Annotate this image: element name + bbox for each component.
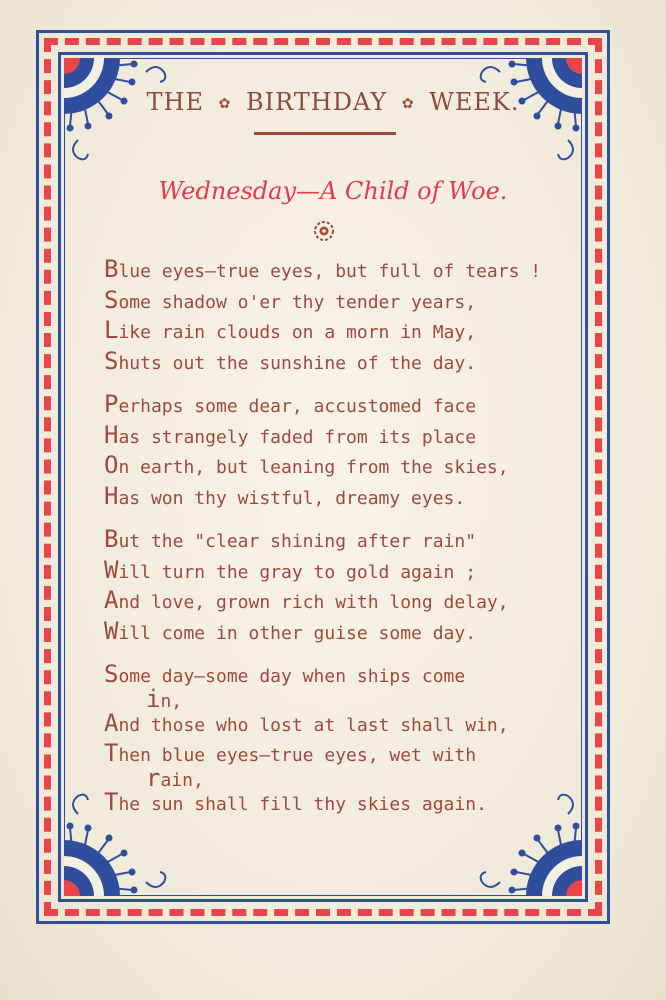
poem-line: Will come in other guise some day.: [104, 616, 477, 645]
stanza-4: [104, 659, 564, 817]
poem-line: And those who lost at last shall win,: [104, 708, 509, 737]
poem-line: Some shadow o'er thy tender years,: [104, 285, 477, 314]
stanza-1: [104, 254, 564, 376]
poem-line: Has strangely faded from its place: [104, 420, 477, 449]
rosette-icon: ✿: [218, 95, 232, 112]
title-underline-rule: [254, 132, 396, 135]
poem-line: Perhaps some dear, accustomed face: [104, 390, 477, 418]
stanza-3: [104, 524, 564, 646]
flower-ornament-icon: [313, 220, 335, 242]
poem-line: Like rain clouds on a morn in May,: [104, 316, 477, 344]
poem-line: But the "clear shining after rain": [104, 525, 477, 553]
poem-line: The sun shall fill thy skies again.: [104, 787, 487, 816]
poem-line: Has won thy wistful, dreamy eyes.: [104, 481, 466, 510]
poem-line: Will turn the gray to gold again ;: [104, 555, 477, 584]
page-title: [0, 88, 666, 116]
poem-line-continuation: in,: [146, 684, 183, 713]
title-word-week: WEEK.: [429, 88, 520, 116]
poem-line: Then blue eyes—true eyes, wet with: [104, 739, 477, 767]
poem-subtitle: Wednesday—A Child of Woe.: [158, 177, 508, 205]
stanza-2: [104, 389, 564, 511]
title-word-the: THE: [146, 88, 204, 116]
poem-body: [104, 254, 564, 830]
poem-line: Some day—some day when ships come: [104, 660, 466, 688]
poem-line: And love, grown rich with long delay,: [104, 586, 509, 614]
rosette-icon: ✿: [401, 95, 415, 112]
poem-line: Shuts out the sunshine of the day.: [104, 346, 477, 375]
title-word-birthday: BIRTHDAY: [246, 88, 388, 116]
poem-line: On earth, but leaning from the skies,: [104, 451, 509, 479]
poem-line-continuation: rain,: [146, 763, 204, 792]
poem-line: Blue eyes—true eyes, but full of tears !: [104, 255, 542, 283]
